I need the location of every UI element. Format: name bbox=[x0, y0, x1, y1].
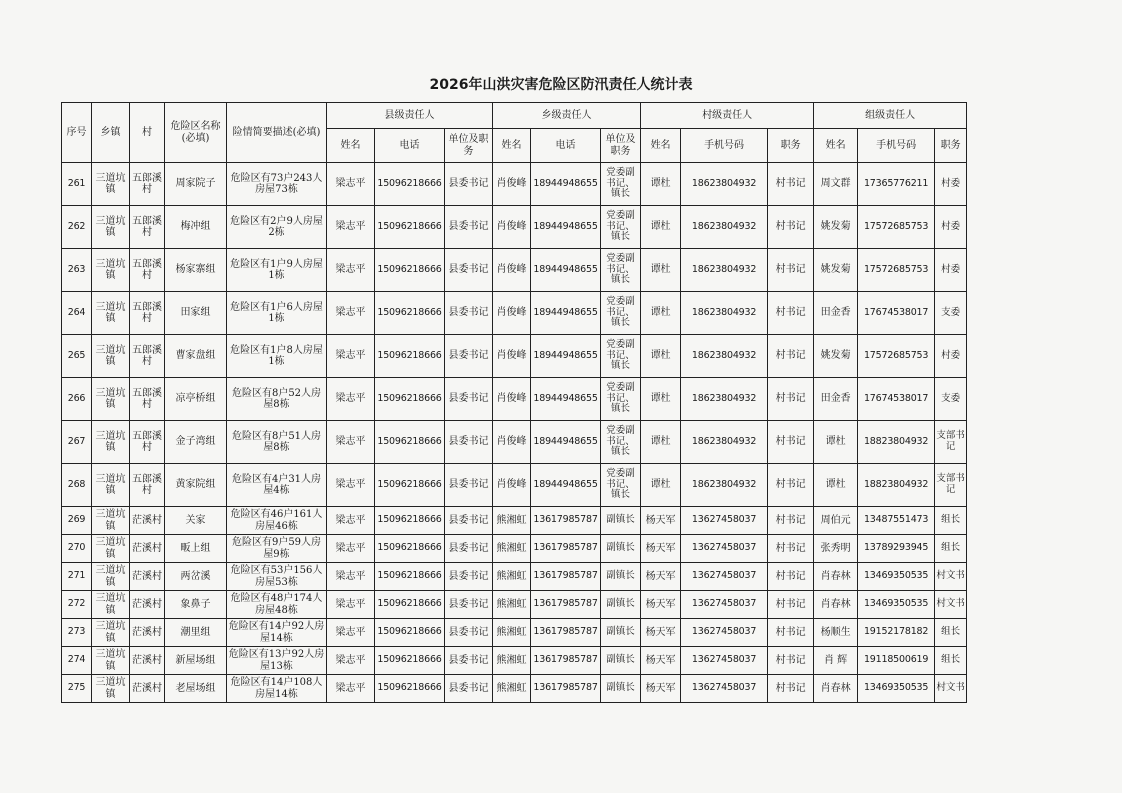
cell-desc: 危险区有2户9人房屋2栋 bbox=[227, 206, 327, 249]
cell-seq: 261 bbox=[62, 163, 92, 206]
header-village-mobile: 手机号码 bbox=[681, 129, 768, 163]
cell-township-phone: 18944948655 bbox=[531, 378, 601, 421]
cell-seq: 268 bbox=[62, 464, 92, 507]
cell-zone: 曹家盘组 bbox=[165, 335, 227, 378]
cell-desc: 危险区有9户59人房屋9栋 bbox=[227, 535, 327, 563]
cell-team-name: 谭杜 bbox=[814, 421, 858, 464]
cell-village-phone: 18623804932 bbox=[681, 206, 768, 249]
cell-team-name: 杨顺生 bbox=[814, 619, 858, 647]
cell-town: 三道坑镇 bbox=[92, 206, 130, 249]
cell-zone: 黄家院组 bbox=[165, 464, 227, 507]
cell-zone: 关家 bbox=[165, 507, 227, 535]
cell-team-post: 支部书记 bbox=[935, 421, 967, 464]
cell-team-post: 支委 bbox=[935, 292, 967, 335]
cell-village: 五郎溪村 bbox=[130, 378, 165, 421]
cell-town: 三道坑镇 bbox=[92, 292, 130, 335]
cell-township-post: 副镇长 bbox=[601, 675, 641, 703]
cell-village-name: 杨天军 bbox=[641, 507, 681, 535]
cell-team-name: 田金香 bbox=[814, 292, 858, 335]
cell-township-phone: 13617985787 bbox=[531, 619, 601, 647]
cell-township-phone: 13617985787 bbox=[531, 535, 601, 563]
table-body bbox=[62, 163, 967, 703]
cell-seq: 265 bbox=[62, 335, 92, 378]
cell-township-name: 肖俊峰 bbox=[493, 206, 531, 249]
cell-village-name: 谭杜 bbox=[641, 206, 681, 249]
cell-team-phone: 13487551473 bbox=[858, 507, 935, 535]
cell-team-name: 田金香 bbox=[814, 378, 858, 421]
header-zone-name: 危险区名称(必填) bbox=[165, 103, 227, 163]
cell-village-post: 村书记 bbox=[768, 535, 814, 563]
cell-town: 三道坑镇 bbox=[92, 421, 130, 464]
header-seq: 序号 bbox=[62, 103, 92, 163]
table-header bbox=[62, 103, 967, 163]
cell-seq: 271 bbox=[62, 563, 92, 591]
cell-county-post: 县委书记 bbox=[445, 421, 493, 464]
cell-township-phone: 13617985787 bbox=[531, 507, 601, 535]
cell-county-post: 县委书记 bbox=[445, 335, 493, 378]
cell-village-phone: 18623804932 bbox=[681, 378, 768, 421]
cell-town: 三道坑镇 bbox=[92, 563, 130, 591]
cell-zone: 田家组 bbox=[165, 292, 227, 335]
cell-village: 五郎溪村 bbox=[130, 421, 165, 464]
cell-county-name: 梁志平 bbox=[327, 535, 375, 563]
cell-team-phone: 13469350535 bbox=[858, 591, 935, 619]
cell-county-name: 梁志平 bbox=[327, 249, 375, 292]
cell-village-post: 村书记 bbox=[768, 378, 814, 421]
cell-team-post: 组长 bbox=[935, 619, 967, 647]
cell-seq: 263 bbox=[62, 249, 92, 292]
cell-township-name: 肖俊峰 bbox=[493, 163, 531, 206]
cell-township-phone: 13617985787 bbox=[531, 563, 601, 591]
cell-village-post: 村书记 bbox=[768, 647, 814, 675]
cell-team-post: 村委 bbox=[935, 163, 967, 206]
cell-seq: 262 bbox=[62, 206, 92, 249]
cell-desc: 危险区有4户31人房屋4栋 bbox=[227, 464, 327, 507]
cell-township-name: 熊湘虹 bbox=[493, 647, 531, 675]
cell-village: 五郎溪村 bbox=[130, 249, 165, 292]
cell-seq: 266 bbox=[62, 378, 92, 421]
cell-county-phone: 15096218666 bbox=[375, 591, 445, 619]
responsibility-table bbox=[61, 102, 967, 703]
cell-village: 五郎溪村 bbox=[130, 335, 165, 378]
cell-village-post: 村书记 bbox=[768, 619, 814, 647]
header-township-phone: 电话 bbox=[531, 129, 601, 163]
cell-village-phone: 13627458037 bbox=[681, 591, 768, 619]
cell-township-name: 熊湘虹 bbox=[493, 563, 531, 591]
cell-village-name: 杨天军 bbox=[641, 591, 681, 619]
cell-county-phone: 15096218666 bbox=[375, 619, 445, 647]
cell-township-name: 熊湘虹 bbox=[493, 591, 531, 619]
cell-county-post: 县委书记 bbox=[445, 675, 493, 703]
header-town: 乡镇 bbox=[92, 103, 130, 163]
table-row bbox=[62, 206, 967, 249]
table-row bbox=[62, 464, 967, 507]
cell-township-post: 副镇长 bbox=[601, 535, 641, 563]
cell-township-post: 党委副书记、镇长 bbox=[601, 249, 641, 292]
cell-township-phone: 18944948655 bbox=[531, 292, 601, 335]
cell-team-name: 肖 辉 bbox=[814, 647, 858, 675]
cell-township-phone: 18944948655 bbox=[531, 249, 601, 292]
cell-zone: 两岔溪 bbox=[165, 563, 227, 591]
cell-team-post: 组长 bbox=[935, 647, 967, 675]
cell-county-phone: 15096218666 bbox=[375, 535, 445, 563]
cell-team-phone: 19152178182 bbox=[858, 619, 935, 647]
cell-team-name: 姚发菊 bbox=[814, 206, 858, 249]
cell-village-post: 村书记 bbox=[768, 563, 814, 591]
header-team-name: 姓名 bbox=[814, 129, 858, 163]
table-row bbox=[62, 163, 967, 206]
cell-county-post: 县委书记 bbox=[445, 507, 493, 535]
cell-desc: 危险区有73户243人房屋73栋 bbox=[227, 163, 327, 206]
header-township-group: 乡级责任人 bbox=[493, 103, 641, 129]
cell-township-post: 副镇长 bbox=[601, 563, 641, 591]
cell-village: 茫溪村 bbox=[130, 535, 165, 563]
table-row bbox=[62, 535, 967, 563]
cell-zone: 潮里组 bbox=[165, 619, 227, 647]
cell-town: 三道坑镇 bbox=[92, 507, 130, 535]
cell-township-name: 肖俊峰 bbox=[493, 464, 531, 507]
cell-team-phone: 13469350535 bbox=[858, 675, 935, 703]
cell-zone: 梅冲组 bbox=[165, 206, 227, 249]
cell-zone: 周家院子 bbox=[165, 163, 227, 206]
cell-town: 三道坑镇 bbox=[92, 675, 130, 703]
cell-desc: 危险区有1户6人房屋1栋 bbox=[227, 292, 327, 335]
cell-team-name: 肖春林 bbox=[814, 591, 858, 619]
header-village-post: 职务 bbox=[768, 129, 814, 163]
cell-township-post: 党委副书记、镇长 bbox=[601, 421, 641, 464]
cell-county-post: 县委书记 bbox=[445, 206, 493, 249]
cell-village-phone: 13627458037 bbox=[681, 507, 768, 535]
table-row bbox=[62, 292, 967, 335]
cell-team-phone: 17674538017 bbox=[858, 378, 935, 421]
header-desc: 险情简要描述(必填) bbox=[227, 103, 327, 163]
cell-town: 三道坑镇 bbox=[92, 464, 130, 507]
cell-township-phone: 18944948655 bbox=[531, 335, 601, 378]
cell-desc: 危险区有14户92人房屋14栋 bbox=[227, 619, 327, 647]
cell-township-post: 副镇长 bbox=[601, 647, 641, 675]
cell-county-post: 县委书记 bbox=[445, 647, 493, 675]
cell-county-name: 梁志平 bbox=[327, 647, 375, 675]
cell-team-post: 村委 bbox=[935, 206, 967, 249]
cell-township-phone: 13617985787 bbox=[531, 675, 601, 703]
cell-township-post: 党委副书记、镇长 bbox=[601, 292, 641, 335]
cell-village-phone: 18623804932 bbox=[681, 421, 768, 464]
header-county-phone: 电话 bbox=[375, 129, 445, 163]
cell-county-post: 县委书记 bbox=[445, 591, 493, 619]
cell-village-name: 谭杜 bbox=[641, 249, 681, 292]
cell-zone: 畈上组 bbox=[165, 535, 227, 563]
header-county-name: 姓名 bbox=[327, 129, 375, 163]
cell-seq: 275 bbox=[62, 675, 92, 703]
cell-village: 茫溪村 bbox=[130, 619, 165, 647]
cell-zone: 凉亭桥组 bbox=[165, 378, 227, 421]
cell-team-post: 村文书 bbox=[935, 591, 967, 619]
cell-township-phone: 18944948655 bbox=[531, 163, 601, 206]
cell-village: 茫溪村 bbox=[130, 591, 165, 619]
cell-township-post: 党委副书记、镇长 bbox=[601, 378, 641, 421]
cell-team-post: 支部书记 bbox=[935, 464, 967, 507]
cell-village-post: 村书记 bbox=[768, 675, 814, 703]
cell-desc: 危险区有8户51人房屋8栋 bbox=[227, 421, 327, 464]
cell-village-name: 谭杜 bbox=[641, 335, 681, 378]
cell-team-post: 村委 bbox=[935, 249, 967, 292]
cell-village: 茫溪村 bbox=[130, 647, 165, 675]
cell-seq: 272 bbox=[62, 591, 92, 619]
cell-county-phone: 15096218666 bbox=[375, 292, 445, 335]
cell-township-phone: 18944948655 bbox=[531, 464, 601, 507]
cell-team-name: 肖春林 bbox=[814, 563, 858, 591]
cell-desc: 危险区有13户92人房屋13栋 bbox=[227, 647, 327, 675]
header-village-group: 村级责任人 bbox=[641, 103, 814, 129]
cell-village-post: 村书记 bbox=[768, 292, 814, 335]
cell-team-phone: 17365776211 bbox=[858, 163, 935, 206]
cell-township-post: 副镇长 bbox=[601, 591, 641, 619]
cell-team-name: 姚发菊 bbox=[814, 249, 858, 292]
cell-village-phone: 13627458037 bbox=[681, 675, 768, 703]
cell-seq: 273 bbox=[62, 619, 92, 647]
cell-township-phone: 13617985787 bbox=[531, 591, 601, 619]
cell-township-name: 熊湘虹 bbox=[493, 535, 531, 563]
cell-village-name: 杨天军 bbox=[641, 563, 681, 591]
table-row bbox=[62, 421, 967, 464]
cell-village-post: 村书记 bbox=[768, 249, 814, 292]
header-village-name: 姓名 bbox=[641, 129, 681, 163]
cell-zone: 老屋场组 bbox=[165, 675, 227, 703]
table-row bbox=[62, 591, 967, 619]
table-row bbox=[62, 249, 967, 292]
cell-county-post: 县委书记 bbox=[445, 249, 493, 292]
cell-desc: 危险区有1户8人房屋1栋 bbox=[227, 335, 327, 378]
cell-township-name: 肖俊峰 bbox=[493, 249, 531, 292]
table-row bbox=[62, 507, 967, 535]
cell-team-name: 谭杜 bbox=[814, 464, 858, 507]
cell-team-post: 村文书 bbox=[935, 675, 967, 703]
cell-village-name: 谭杜 bbox=[641, 292, 681, 335]
cell-village-phone: 18623804932 bbox=[681, 249, 768, 292]
header-township-name: 姓名 bbox=[493, 129, 531, 163]
cell-township-name: 肖俊峰 bbox=[493, 421, 531, 464]
cell-village-phone: 18623804932 bbox=[681, 464, 768, 507]
cell-village-name: 杨天军 bbox=[641, 619, 681, 647]
table-row bbox=[62, 619, 967, 647]
header-township-post: 单位及职务 bbox=[601, 129, 641, 163]
cell-township-post: 党委副书记、镇长 bbox=[601, 206, 641, 249]
cell-village-name: 谭杜 bbox=[641, 378, 681, 421]
cell-village: 五郎溪村 bbox=[130, 206, 165, 249]
page-title: 2026年山洪灾害危险区防汛责任人统计表 bbox=[429, 77, 693, 93]
cell-county-phone: 15096218666 bbox=[375, 206, 445, 249]
cell-desc: 危险区有8户52人房屋8栋 bbox=[227, 378, 327, 421]
cell-county-name: 梁志平 bbox=[327, 464, 375, 507]
cell-township-phone: 13617985787 bbox=[531, 647, 601, 675]
cell-team-phone: 18823804932 bbox=[858, 464, 935, 507]
cell-county-post: 县委书记 bbox=[445, 464, 493, 507]
cell-township-name: 肖俊峰 bbox=[493, 292, 531, 335]
cell-county-name: 梁志平 bbox=[327, 507, 375, 535]
cell-village-post: 村书记 bbox=[768, 206, 814, 249]
cell-team-name: 姚发菊 bbox=[814, 335, 858, 378]
cell-county-phone: 15096218666 bbox=[375, 507, 445, 535]
cell-village-name: 杨天军 bbox=[641, 647, 681, 675]
cell-county-phone: 15096218666 bbox=[375, 563, 445, 591]
header-team-mobile: 手机号码 bbox=[858, 129, 935, 163]
cell-seq: 270 bbox=[62, 535, 92, 563]
cell-village-phone: 13627458037 bbox=[681, 647, 768, 675]
cell-team-post: 组长 bbox=[935, 535, 967, 563]
cell-county-phone: 15096218666 bbox=[375, 249, 445, 292]
cell-county-phone: 15096218666 bbox=[375, 378, 445, 421]
cell-team-post: 支委 bbox=[935, 378, 967, 421]
cell-village-post: 村书记 bbox=[768, 464, 814, 507]
cell-seq: 267 bbox=[62, 421, 92, 464]
cell-desc: 危险区有1户9人房屋1栋 bbox=[227, 249, 327, 292]
cell-team-phone: 13789293945 bbox=[858, 535, 935, 563]
cell-village-post: 村书记 bbox=[768, 421, 814, 464]
table-row bbox=[62, 647, 967, 675]
cell-village-post: 村书记 bbox=[768, 335, 814, 378]
cell-township-post: 党委副书记、镇长 bbox=[601, 163, 641, 206]
cell-village-name: 谭杜 bbox=[641, 421, 681, 464]
cell-village: 五郎溪村 bbox=[130, 163, 165, 206]
cell-town: 三道坑镇 bbox=[92, 535, 130, 563]
cell-township-phone: 18944948655 bbox=[531, 206, 601, 249]
cell-township-phone: 18944948655 bbox=[531, 421, 601, 464]
header-county-post: 单位及职务 bbox=[445, 129, 493, 163]
cell-village-post: 村书记 bbox=[768, 163, 814, 206]
cell-county-name: 梁志平 bbox=[327, 591, 375, 619]
cell-team-post: 村文书 bbox=[935, 563, 967, 591]
cell-desc: 危险区有46户161人房屋46栋 bbox=[227, 507, 327, 535]
cell-village: 茫溪村 bbox=[130, 563, 165, 591]
cell-county-name: 梁志平 bbox=[327, 378, 375, 421]
cell-county-post: 县委书记 bbox=[445, 292, 493, 335]
header-team-group: 组级责任人 bbox=[814, 103, 967, 129]
table-row bbox=[62, 335, 967, 378]
cell-county-name: 梁志平 bbox=[327, 163, 375, 206]
cell-county-phone: 15096218666 bbox=[375, 335, 445, 378]
cell-team-phone: 17572685753 bbox=[858, 249, 935, 292]
table-row bbox=[62, 378, 967, 421]
cell-county-name: 梁志平 bbox=[327, 292, 375, 335]
cell-team-post: 村委 bbox=[935, 335, 967, 378]
cell-team-phone: 17572685753 bbox=[858, 335, 935, 378]
table-row bbox=[62, 675, 967, 703]
cell-seq: 274 bbox=[62, 647, 92, 675]
cell-county-phone: 15096218666 bbox=[375, 464, 445, 507]
cell-team-post: 组长 bbox=[935, 507, 967, 535]
cell-seq: 264 bbox=[62, 292, 92, 335]
cell-village-name: 杨天军 bbox=[641, 675, 681, 703]
cell-county-name: 梁志平 bbox=[327, 563, 375, 591]
header-team-post: 职务 bbox=[935, 129, 967, 163]
cell-zone: 金子湾组 bbox=[165, 421, 227, 464]
cell-township-name: 肖俊峰 bbox=[493, 335, 531, 378]
cell-village-post: 村书记 bbox=[768, 507, 814, 535]
cell-town: 三道坑镇 bbox=[92, 647, 130, 675]
cell-county-post: 县委书记 bbox=[445, 535, 493, 563]
cell-township-name: 熊湘虹 bbox=[493, 675, 531, 703]
cell-county-phone: 15096218666 bbox=[375, 675, 445, 703]
cell-township-post: 副镇长 bbox=[601, 619, 641, 647]
table-row bbox=[62, 563, 967, 591]
cell-village: 五郎溪村 bbox=[130, 292, 165, 335]
cell-team-phone: 17674538017 bbox=[858, 292, 935, 335]
cell-team-name: 张秀明 bbox=[814, 535, 858, 563]
cell-town: 三道坑镇 bbox=[92, 619, 130, 647]
cell-county-name: 梁志平 bbox=[327, 206, 375, 249]
cell-village-name: 谭杜 bbox=[641, 163, 681, 206]
cell-township-name: 熊湘虹 bbox=[493, 507, 531, 535]
cell-township-post: 副镇长 bbox=[601, 507, 641, 535]
cell-team-phone: 13469350535 bbox=[858, 563, 935, 591]
cell-county-name: 梁志平 bbox=[327, 675, 375, 703]
cell-county-post: 县委书记 bbox=[445, 378, 493, 421]
cell-village-phone: 13627458037 bbox=[681, 563, 768, 591]
cell-village-name: 杨天军 bbox=[641, 535, 681, 563]
cell-village: 茫溪村 bbox=[130, 675, 165, 703]
cell-township-post: 党委副书记、镇长 bbox=[601, 464, 641, 507]
cell-county-post: 县委书记 bbox=[445, 163, 493, 206]
cell-desc: 危险区有53户156人房屋53栋 bbox=[227, 563, 327, 591]
cell-village: 茫溪村 bbox=[130, 507, 165, 535]
cell-village-post: 村书记 bbox=[768, 591, 814, 619]
cell-seq: 269 bbox=[62, 507, 92, 535]
cell-village-phone: 18623804932 bbox=[681, 163, 768, 206]
cell-village-phone: 13627458037 bbox=[681, 535, 768, 563]
cell-township-post: 党委副书记、镇长 bbox=[601, 335, 641, 378]
cell-zone: 新屋场组 bbox=[165, 647, 227, 675]
cell-team-phone: 19118500619 bbox=[858, 647, 935, 675]
cell-village: 五郎溪村 bbox=[130, 464, 165, 507]
cell-team-name: 周伯元 bbox=[814, 507, 858, 535]
cell-county-name: 梁志平 bbox=[327, 619, 375, 647]
cell-town: 三道坑镇 bbox=[92, 591, 130, 619]
cell-village-phone: 13627458037 bbox=[681, 619, 768, 647]
cell-town: 三道坑镇 bbox=[92, 378, 130, 421]
header-village: 村 bbox=[130, 103, 165, 163]
cell-team-name: 周文群 bbox=[814, 163, 858, 206]
cell-village-phone: 18623804932 bbox=[681, 292, 768, 335]
header-county-group: 县级责任人 bbox=[327, 103, 493, 129]
cell-town: 三道坑镇 bbox=[92, 249, 130, 292]
cell-county-post: 县委书记 bbox=[445, 619, 493, 647]
cell-county-phone: 15096218666 bbox=[375, 647, 445, 675]
cell-county-post: 县委书记 bbox=[445, 563, 493, 591]
cell-team-phone: 18823804932 bbox=[858, 421, 935, 464]
cell-county-phone: 15096218666 bbox=[375, 421, 445, 464]
cell-desc: 危险区有14户108人房屋14栋 bbox=[227, 675, 327, 703]
cell-township-name: 肖俊峰 bbox=[493, 378, 531, 421]
cell-county-name: 梁志平 bbox=[327, 421, 375, 464]
cell-village-name: 谭杜 bbox=[641, 464, 681, 507]
cell-town: 三道坑镇 bbox=[92, 163, 130, 206]
cell-town: 三道坑镇 bbox=[92, 335, 130, 378]
cell-village-phone: 18623804932 bbox=[681, 335, 768, 378]
cell-zone: 象鼻子 bbox=[165, 591, 227, 619]
cell-team-phone: 17572685753 bbox=[858, 206, 935, 249]
cell-county-phone: 15096218666 bbox=[375, 163, 445, 206]
cell-zone: 杨家寨组 bbox=[165, 249, 227, 292]
cell-county-name: 梁志平 bbox=[327, 335, 375, 378]
cell-desc: 危险区有48户174人房屋48栋 bbox=[227, 591, 327, 619]
cell-team-name: 肖春林 bbox=[814, 675, 858, 703]
cell-township-name: 熊湘虹 bbox=[493, 619, 531, 647]
